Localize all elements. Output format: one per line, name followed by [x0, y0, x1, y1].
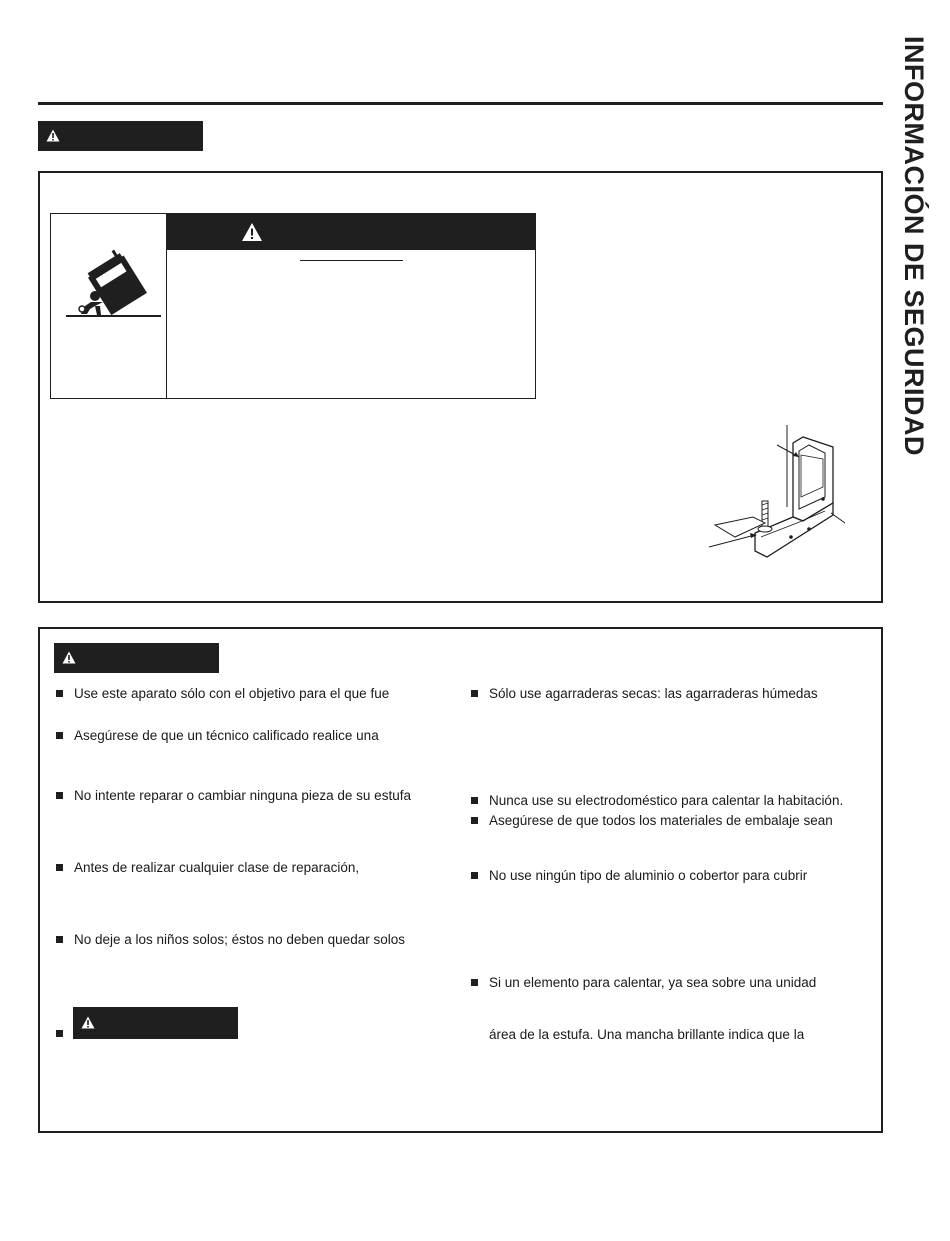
warning-triangle-icon: [241, 222, 263, 242]
top-divider: [38, 102, 883, 105]
bullet-square-icon: [471, 690, 478, 697]
warning-card-underline: [300, 260, 403, 261]
bullet-square-icon: [56, 732, 63, 739]
side-title: INFORMACIÓN DE SEGURIDAD: [899, 36, 929, 457]
list-item: Use este aparato sólo con el objetivo para el que fue: [56, 686, 389, 702]
tip-over-warning-card: [50, 213, 536, 399]
bullet-square-icon: [471, 979, 478, 986]
list-item: Antes de realizar cualquier clase de reparación,: [56, 860, 359, 876]
tip-over-illustration-cell: [51, 214, 167, 398]
list-item: No intente reparar o cambiar ninguna pieza de su estufa: [56, 788, 411, 804]
list-item: No deje a los niños solos; éstos no deben quedar solos: [56, 932, 405, 948]
list-item: No use ningún tipo de aluminio o cobertor para cubrir: [471, 868, 807, 884]
bullet-square-icon: [56, 864, 63, 871]
warning-triangle-icon: [62, 651, 76, 664]
warning-card-header: [167, 214, 535, 250]
bullet-square-icon: [56, 1030, 63, 1037]
warning-triangle-icon: [81, 1016, 95, 1029]
bullet-square-icon: [56, 690, 63, 697]
list-item: Asegúrese de que un técnico calificado realice una: [56, 728, 379, 744]
bullet-square-icon: [471, 797, 478, 804]
anti-tip-bracket-icon: [705, 425, 855, 565]
bullet-square-icon: [56, 792, 63, 799]
caution-signal-bar: [73, 1007, 238, 1039]
bullet-square-icon: [56, 936, 63, 943]
list-item-continuation: área de la estufa. Una mancha brillante indica que la: [489, 1027, 805, 1042]
list-item: Asegúrese de que todos los materiales de embalaje sean: [471, 813, 833, 829]
list-item: [56, 1026, 74, 1042]
list-item: Sólo use agarraderas secas: las agarraderas húmedas: [471, 686, 818, 702]
bullet-square-icon: [471, 872, 478, 879]
warning-signal-bar: [38, 121, 203, 151]
range-tip-over-icon: [51, 214, 166, 398]
list-item: Nunca use su electrodoméstico para calentar la habitación.: [471, 793, 843, 809]
list-item: Si un elemento para calentar, ya sea sobre una unidad: [471, 975, 816, 991]
bullet-square-icon: [471, 817, 478, 824]
warning-signal-bar: [54, 643, 219, 673]
warning-triangle-icon: [46, 129, 60, 142]
